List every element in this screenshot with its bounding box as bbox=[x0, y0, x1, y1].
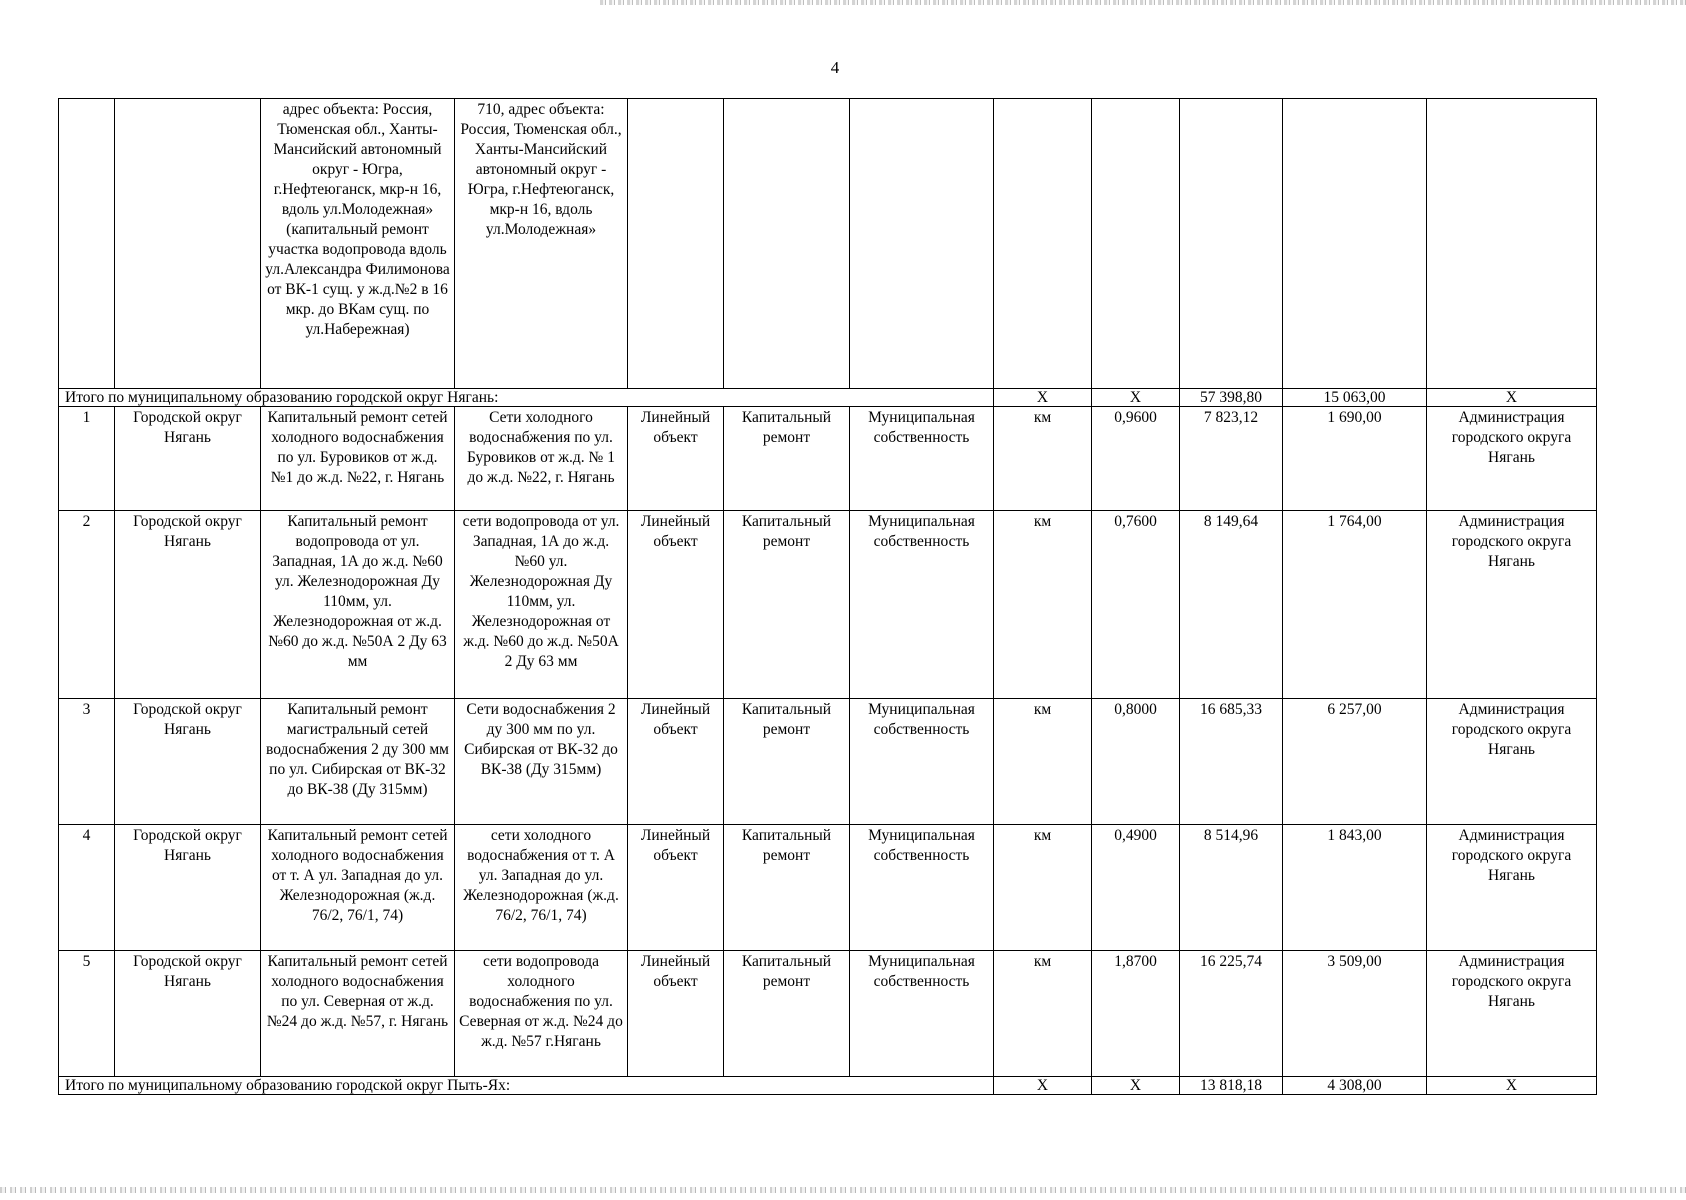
budget-cell: 1 690,00 bbox=[1283, 407, 1427, 511]
length-cell: 1,8700 bbox=[1092, 951, 1180, 1077]
unit-cell: км bbox=[994, 699, 1092, 825]
work-type-cell: Капитальный ремонт bbox=[724, 825, 850, 951]
municipality-cell: Городской округ Нягань bbox=[115, 951, 261, 1077]
continued-empty-cell bbox=[628, 99, 724, 389]
cost-cell: 16 685,33 bbox=[1180, 699, 1283, 825]
total-unit: Х bbox=[994, 1077, 1092, 1095]
row-number: 4 bbox=[59, 825, 115, 951]
continued-empty-cell bbox=[724, 99, 850, 389]
work-type-cell: Капитальный ремонт bbox=[724, 407, 850, 511]
ownership-cell: Муниципальная собственность bbox=[850, 825, 994, 951]
row-number: 5 bbox=[59, 951, 115, 1077]
executor-cell: Администрация городского округа Нягань bbox=[1427, 407, 1597, 511]
budget-cell: 1 764,00 bbox=[1283, 511, 1427, 699]
table-row bbox=[59, 407, 1597, 511]
total-label: Итого по муниципальному образованию городской округ Нягань: bbox=[59, 389, 994, 407]
unit-cell: км bbox=[994, 951, 1092, 1077]
cost-cell: 16 225,74 bbox=[1180, 951, 1283, 1077]
cost-cell: 8 149,64 bbox=[1180, 511, 1283, 699]
municipality-cell: Городской округ Нягань bbox=[115, 407, 261, 511]
object-type-cell: Линейный объект bbox=[628, 511, 724, 699]
table-row bbox=[59, 825, 1597, 951]
works-table bbox=[58, 98, 1597, 1095]
total-length: Х bbox=[1092, 1077, 1180, 1095]
continued-empty-cell bbox=[1427, 99, 1597, 389]
total-row-nyagan bbox=[59, 389, 1597, 407]
length-cell: 0,7600 bbox=[1092, 511, 1180, 699]
total-label: Итого по муниципальному образованию городской округ Пыть-Ях: bbox=[59, 1077, 994, 1095]
ownership-cell: Муниципальная собственность bbox=[850, 699, 994, 825]
total-budget: 4 308,00 bbox=[1283, 1077, 1427, 1095]
object-cell: Сети водоснабжения 2 ду 300 мм по ул. Сибирская от ВК-32 до ВК-38 (Ду 315мм) bbox=[455, 699, 628, 825]
object-type-cell: Линейный объект bbox=[628, 825, 724, 951]
event-cell: Капитальный ремонт сетей холодного водоснабжения по ул. Северная от ж.д. №24 до ж.д. №57, г. Нягань bbox=[261, 951, 455, 1077]
cost-cell: 8 514,96 bbox=[1180, 825, 1283, 951]
event-cell: Капитальный ремонт магистральный сетей водоснабжения 2 ду 300 мм по ул. Сибирская от ВК-32 до ВК-38 (Ду 315мм) bbox=[261, 699, 455, 825]
continued-municipality-cell bbox=[115, 99, 261, 389]
executor-cell: Администрация городского округа Нягань bbox=[1427, 951, 1597, 1077]
table-row bbox=[59, 951, 1597, 1077]
event-cell: Капитальный ремонт сетей холодного водоснабжения от т. А ул. Западная до ул. Железнодорожная (ж.д. 76/2, 76/1, 74) bbox=[261, 825, 455, 951]
total-cost: 13 818,18 bbox=[1180, 1077, 1283, 1095]
work-type-cell: Капитальный ремонт bbox=[724, 699, 850, 825]
object-type-cell: Линейный объект bbox=[628, 407, 724, 511]
total-length: Х bbox=[1092, 389, 1180, 407]
cost-cell: 7 823,12 bbox=[1180, 407, 1283, 511]
page-number: 4 bbox=[830, 58, 840, 77]
executor-cell: Администрация городского округа Нягань bbox=[1427, 511, 1597, 699]
length-cell: 0,4900 bbox=[1092, 825, 1180, 951]
table-row bbox=[59, 511, 1597, 699]
total-row-pyt-yah bbox=[59, 1077, 1597, 1095]
row-number: 2 bbox=[59, 511, 115, 699]
continued-object-cell: 710, адрес объекта: Россия, Тюменская обл., Ханты-Мансийский автономный округ - Югра, г.Нефтеюганск, мкр-н 16, вдоль ул.Молодежная» bbox=[455, 99, 628, 389]
scan-edge-top bbox=[600, 0, 1686, 5]
continued-empty-cell bbox=[994, 99, 1092, 389]
length-cell: 0,9600 bbox=[1092, 407, 1180, 511]
ownership-cell: Муниципальная собственность bbox=[850, 407, 994, 511]
work-type-cell: Капитальный ремонт bbox=[724, 511, 850, 699]
municipality-cell: Городской округ Нягань bbox=[115, 699, 261, 825]
event-cell: Капитальный ремонт сетей холодного водоснабжения по ул. Буровиков от ж.д. №1 до ж.д. №22, г. Нягань bbox=[261, 407, 455, 511]
municipality-cell: Городской округ Нягань bbox=[115, 825, 261, 951]
continued-empty-cell bbox=[1092, 99, 1180, 389]
ownership-cell: Муниципальная собственность bbox=[850, 951, 994, 1077]
continued-event-cell: адрес объекта: Россия, Тюменская обл., Ханты-Мансийский автономный округ - Югра, г.Нефтеюганск, мкр-н 16, вдоль ул.Молодежная» (капитальный ремонт участка водопровода вдоль ул.Александра Филимонова от ВК-1 сущ. у ж.д.№2 в 16 мкр. до ВКам сущ. по ул.Набережная) bbox=[261, 99, 455, 389]
total-cost: 57 398,80 bbox=[1180, 389, 1283, 407]
object-type-cell: Линейный объект bbox=[628, 699, 724, 825]
row-number: 1 bbox=[59, 407, 115, 511]
total-unit: Х bbox=[994, 389, 1092, 407]
work-type-cell: Капитальный ремонт bbox=[724, 951, 850, 1077]
continued-empty-cell bbox=[1180, 99, 1283, 389]
unit-cell: км bbox=[994, 511, 1092, 699]
object-cell: Сети холодного водоснабжения по ул. Буровиков от ж.д. № 1 до ж.д. №22, г. Нягань bbox=[455, 407, 628, 511]
continued-no-cell bbox=[59, 99, 115, 389]
total-budget: 15 063,00 bbox=[1283, 389, 1427, 407]
continued-row bbox=[59, 99, 1597, 389]
object-cell: сети водопровода от ул. Западная, 1А до ж.д. №60 ул. Железнодорожная Ду 110мм, ул. Железнодорожная от ж.д. №60 до ж.д. №50А 2 Ду 63 мм bbox=[455, 511, 628, 699]
row-number: 3 bbox=[59, 699, 115, 825]
event-cell: Капитальный ремонт водопровода от ул. Западная, 1А до ж.д. №60 ул. Железнодорожная Ду 110мм, ул. Железнодорожная от ж.д. №60 до ж.д. №50А 2 Ду 63 мм bbox=[261, 511, 455, 699]
table-row bbox=[59, 699, 1597, 825]
budget-cell: 6 257,00 bbox=[1283, 699, 1427, 825]
executor-cell: Администрация городского округа Нягань bbox=[1427, 825, 1597, 951]
budget-cell: 1 843,00 bbox=[1283, 825, 1427, 951]
continued-empty-cell bbox=[850, 99, 994, 389]
ownership-cell: Муниципальная собственность bbox=[850, 511, 994, 699]
object-type-cell: Линейный объект bbox=[628, 951, 724, 1077]
object-cell: сети холодного водоснабжения от т. А ул. Западная до ул. Железнодорожная (ж.д. 76/2, 76/1, 74) bbox=[455, 825, 628, 951]
unit-cell: км bbox=[994, 407, 1092, 511]
municipality-cell: Городской округ Нягань bbox=[115, 511, 261, 699]
length-cell: 0,8000 bbox=[1092, 699, 1180, 825]
object-cell: сети водопровода холодного водоснабжения по ул. Северная от ж.д. №24 до ж.д. №57 г.Нягань bbox=[455, 951, 628, 1077]
scan-edge-bottom bbox=[0, 1187, 1686, 1193]
continued-empty-cell bbox=[1283, 99, 1427, 389]
total-executor: Х bbox=[1427, 389, 1597, 407]
executor-cell: Администрация городского округа Нягань bbox=[1427, 699, 1597, 825]
budget-cell: 3 509,00 bbox=[1283, 951, 1427, 1077]
unit-cell: км bbox=[994, 825, 1092, 951]
total-executor: Х bbox=[1427, 1077, 1597, 1095]
